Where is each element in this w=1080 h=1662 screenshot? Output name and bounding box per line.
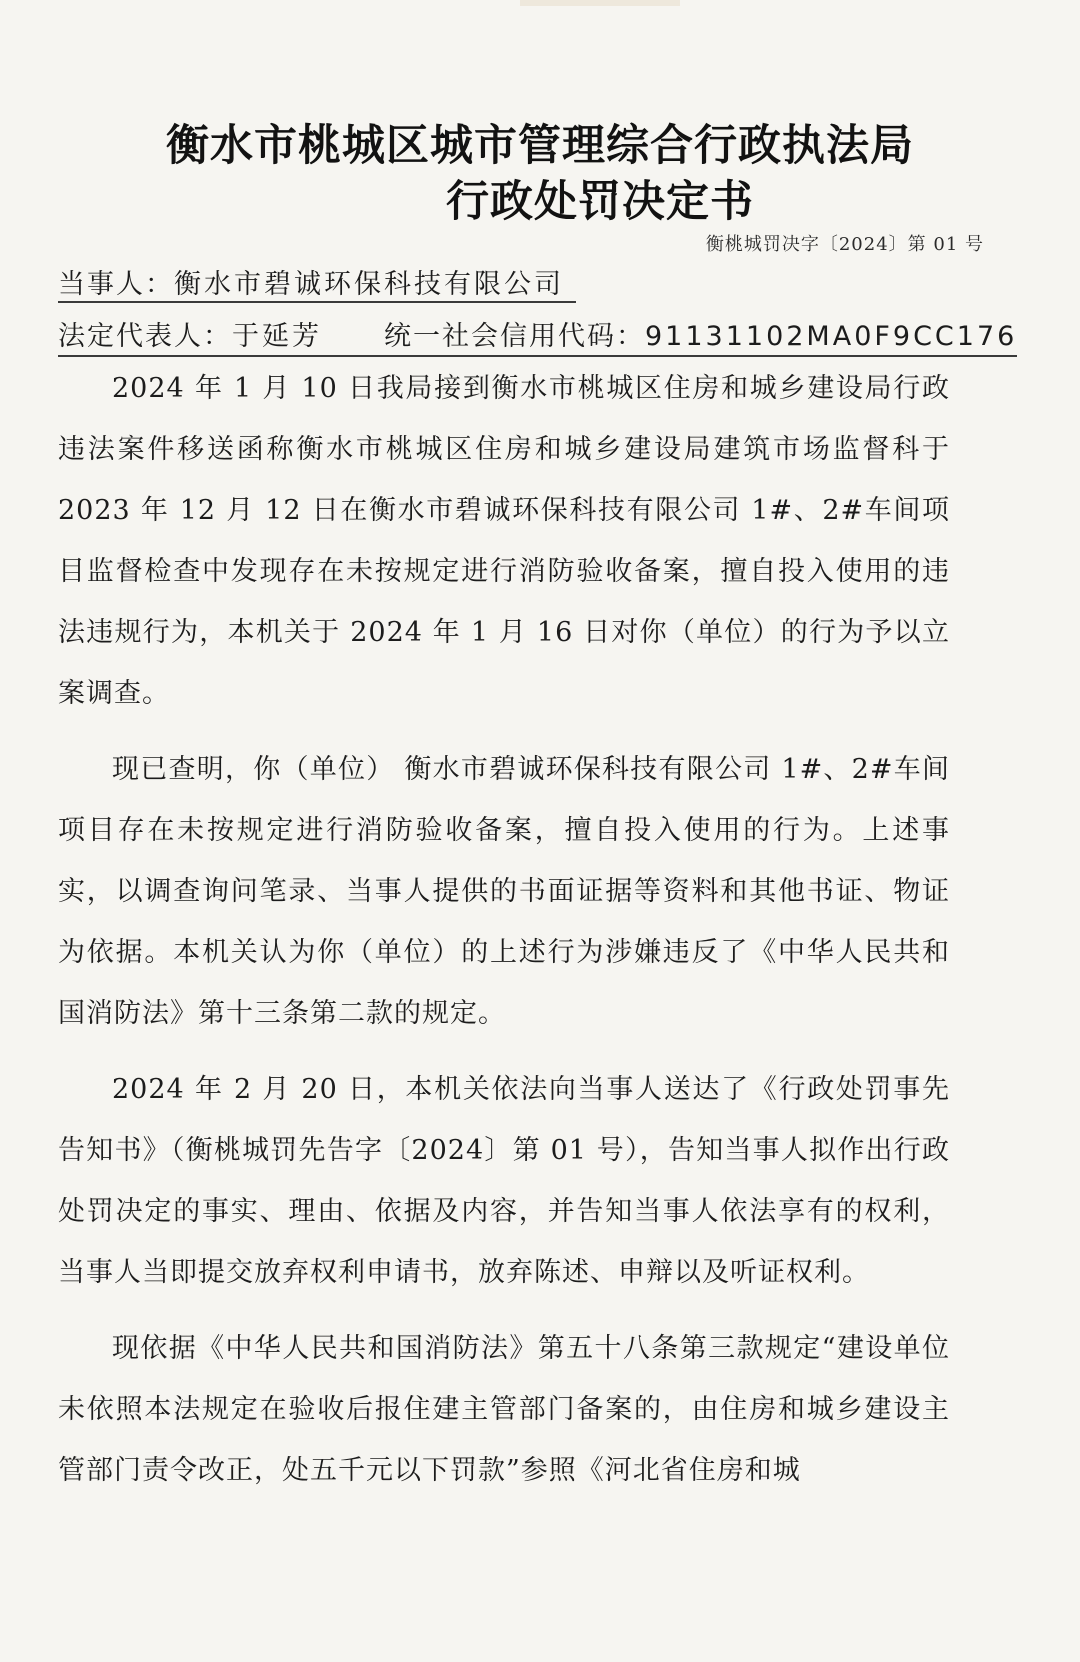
credit-code-label: 统一社会信用代码： bbox=[384, 321, 645, 352]
paragraph-4: 现依据《中华人民共和国消防法》第五十八条第三款规定“建设单位未依照本法规定在验收后报住建主管部门备案的，由住房和城乡建设主管部门责令改正，处五千元以下罚款”参照《河北省住房和城 bbox=[58, 1333, 950, 1486]
document-number: 衡桃城罚决字〔2024〕第 01 号 bbox=[705, 234, 984, 255]
representative-field bbox=[58, 314, 1017, 357]
party-field bbox=[58, 262, 576, 303]
credit-code: 91131102MA0F9CC176 bbox=[645, 321, 1018, 352]
party-label: 当事人： bbox=[58, 269, 174, 300]
document-body bbox=[58, 358, 950, 1516]
paragraph-2: 现已查明，你（单位） 衡水市碧诚环保科技有限公司 1#、2#车间项目存在未按规定进行消防验收备案，擅自投入使用的行为。上述事实，以调查询问笔录、当事人提供的书面证据等资料和其他书证、物证为依据。本机关认为你（单位）的上述行为涉嫌违反了《中华人民共和国消防法》第十三条第二款的规定。 bbox=[58, 754, 950, 1029]
paragraph-3: 2024 年 2 月 20 日，本机关依法向当事人送达了《行政处罚事先告知书》（衡桃城罚先告字〔2024〕第 01 号），告知当事人拟作出行政处罚决定的事实、理由、依据及内容，并告知当事人依法享有的权利，当事人当即提交放弃权利申请书，放弃陈述、申辩以及听证权利。 bbox=[58, 1074, 950, 1288]
party-underline bbox=[58, 262, 576, 303]
representative-label: 法定代表人： bbox=[58, 321, 232, 352]
document-title-line1: 衡水市桃城区城市管理综合行政执法局 bbox=[166, 121, 914, 171]
representative-underline bbox=[58, 314, 1017, 357]
representative-name: 于延芳 bbox=[232, 321, 322, 352]
scan-artifact bbox=[520, 0, 680, 6]
party-name: 衡水市碧诚环保科技有限公司 bbox=[174, 269, 564, 300]
paragraph-1: 2024 年 1 月 10 日我局接到衡水市桃城区住房和城乡建设局行政违法案件移送函称衡水市桃城区住房和城乡建设局建筑市场监督科于 2023 年 12 月 12 日在衡水市碧诚环保科技有限公司 1#、2#车间项目监督检查中发现存在未按规定进行消防验收备案，擅自投入使用的违法违规行为，本机关于 2024 年 1 月 16 日对你（单位）的行为予以立案调查。 bbox=[58, 373, 950, 709]
document-title-line2: 行政处罚决定书 bbox=[446, 177, 754, 227]
